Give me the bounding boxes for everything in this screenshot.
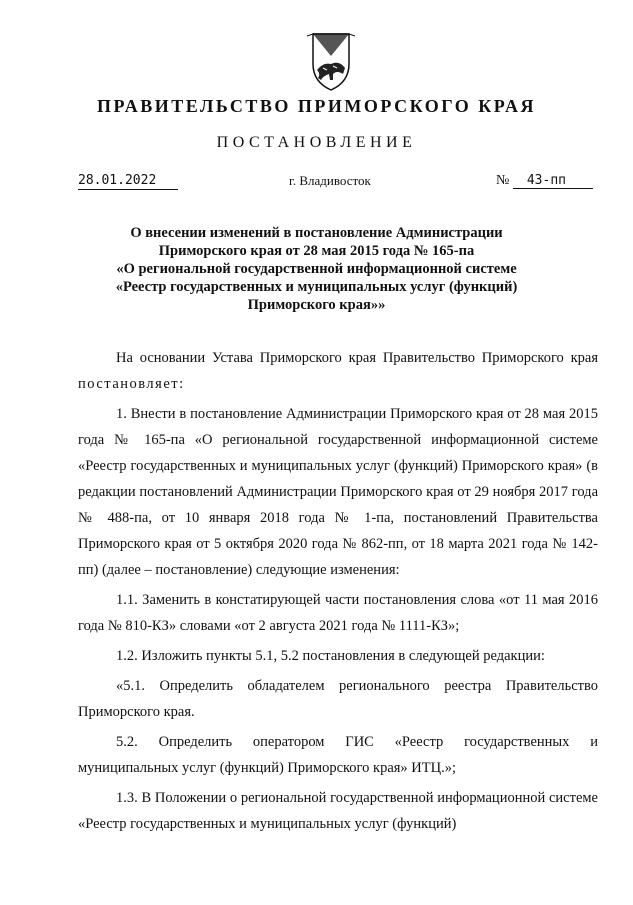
heading-line: «О региональной государственной информационной системе	[116, 261, 517, 277]
paragraph-item-1: 1. Внести в постановление Администрации Приморского края от 28 мая 2015 года № 165-па «О региональной государственной информационной системе «Реестр государственных и муниципальных услуг (функций) Приморского края» (в редакции постановлений Администрации Приморского края от 29 ноября 2017 года № 488-па, от 10 января 2018 года № 1-па, постановлений Правительства Приморского края от 5 октября 2020 года № 862-пп, от 18 марта 2021 года № 142-пп) (далее – постановление) следующие изменения:	[78, 406, 598, 578]
paragraph-item-5-2: 5.2. Определить оператором ГИС «Реестр государственных и муниципальных услуг (функций) Приморского края» ИТЦ.»;	[78, 734, 598, 776]
paragraph-preamble	[78, 345, 598, 397]
document-type: ПОСТАНОВЛЕНИЕ	[216, 134, 417, 151]
number-sign: №	[496, 173, 510, 188]
document-city: г. Владивосток	[289, 173, 371, 188]
government-title: ПРАВИТЕЛЬСТВО ПРИМОРСКОГО КРАЯ	[97, 96, 536, 116]
paragraph-item-1-3: 1.3. В Положении о региональной государственной информационной системе «Реестр государственных и муниципальных услуг (функций)	[78, 790, 598, 832]
document-number-field	[496, 173, 593, 189]
paragraph-item-5-1: «5.1. Определить обладателем регионального реестра Правительство Приморского края.	[78, 678, 598, 720]
heading-line: «Реестр государственных и муниципальных услуг (функций)	[115, 279, 518, 295]
document-body	[78, 345, 598, 841]
heading-line: Приморского края»»	[247, 297, 386, 313]
paragraph-item-1-2: 1.2. Изложить пункты 5.1, 5.2 постановления в следующей редакции:	[116, 648, 545, 664]
heading-line: Приморского края от 28 мая 2015 года № 165-па	[158, 243, 475, 259]
paragraph-item-1-1: 1.1. Заменить в констатирующей части постановления слова «от 11 мая 2016 года № 810-КЗ» словами «от 2 августа 2021 года № 1111-КЗ»;	[78, 592, 598, 634]
document-date: 28.01.2022	[78, 173, 178, 190]
preamble-text: На основании Устава Приморского края Правительство Приморского края	[116, 350, 598, 366]
document-number: 43-пп	[513, 173, 593, 189]
preamble-decree-word: постановляет:	[78, 376, 185, 392]
coat-of-arms-emblem	[303, 30, 359, 94]
document-heading	[60, 224, 573, 314]
heading-line: О внесении изменений в постановление Администрации	[130, 225, 503, 241]
